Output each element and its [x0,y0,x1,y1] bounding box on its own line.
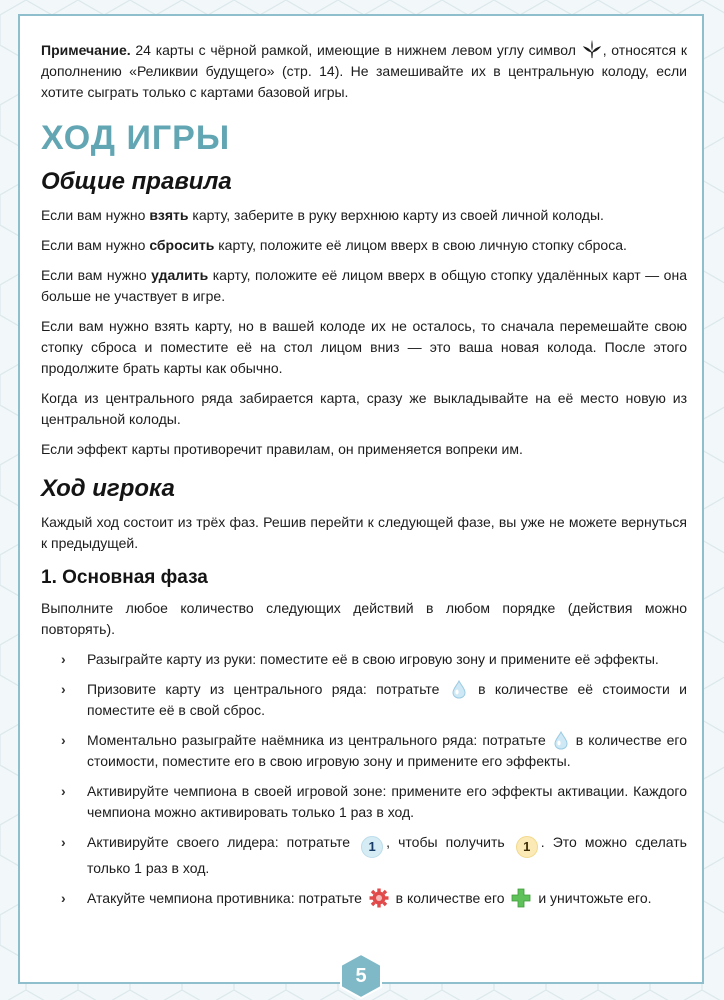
rule-draw-keyword: взять [149,207,189,223]
list-item [41,888,687,909]
rule-discard-keyword: сбросить [149,237,215,253]
action-leader-post: . Это можно сделать только 1 раз в ход. [87,834,687,876]
action-leader-mid: , чтобы получить [386,834,513,850]
page-number: 5 [355,965,367,987]
list-item [41,832,687,879]
page-content [41,38,687,918]
rule-empty-deck: Если вам нужно взять карту, но в вашей колоде их не осталось, то сначала перемешайте свою стопку сброса и поместите её на стол лицом вниз — это ваша новая колода. После этого продолжите брать карты как обычно. [41,318,687,376]
note-text-2: , относятся к дополнению «Реликвии будущего» (стр. 14). Не замешивайте их в центральную колоду, если хотите сыграть только с картами базовой игры. [41,42,687,100]
note-text-1: 24 карты с чёрной рамкой, имеющие в нижнем левом углу символ [130,42,581,58]
water-drop-icon [554,731,568,750]
page-number-badge [339,953,383,999]
main-phase-actions-list [41,649,687,909]
action-mercenary-pre: Моментально разыграйте наёмника из центрального ряда: потратьте [87,732,551,748]
list-item [41,679,687,721]
player-turn-heading: Ход игрока [41,475,175,502]
list-item [41,730,687,772]
action-summon-post: в количестве её стоимости и поместите её в свой сброс. [87,681,687,718]
rule-draw [41,205,687,226]
relic-symbol-icon [581,38,603,60]
bullet-icon: › [61,834,66,850]
action-attack-pre: Атакуйте чемпиона противника: потратьте [87,890,366,906]
main-phase-heading: 1. Основная фаза [41,567,208,588]
rule-remove-pre: Если вам нужно [41,267,152,283]
blue-token-icon: 1 [361,836,383,858]
bullet-icon: › [61,890,66,906]
list-item [41,649,687,670]
rule-discard-pre: Если вам нужно [41,237,150,253]
note-paragraph [41,38,687,103]
action-leader-pre: Активируйте своего лидера: потратьте [87,834,359,850]
bullet-icon: › [61,732,66,748]
rule-draw-post: карту, заберите в руку верхнюю карту из своей личной колоды. [188,207,604,223]
main-phase-intro: Выполните любое количество следующих действий в любом порядке (действия можно повторять). [41,600,687,637]
action-activate-champion: Активируйте чемпиона в своей игровой зоне: примените его эффекты активации. Каждого чемпиона можно активировать только 1 раз в ход. [87,783,687,820]
general-rules-heading: Общие правила [41,168,232,195]
water-drop-icon [452,680,466,699]
rule-discard [41,235,687,256]
red-gear-icon [369,888,389,908]
rule-remove [41,265,687,307]
bullet-icon: › [61,651,66,667]
action-play-card: Разыграйте карту из руки: поместите её в свою игровую зону и примените её эффекты. [87,651,659,667]
section-title: ХОД ИГРЫ [41,119,231,157]
action-attack-post: и уничтожьте его. [534,890,652,906]
list-item [41,781,687,823]
rule-card-effect: Если эффект карты противоречит правилам, он применяется вопреки им. [41,441,523,457]
page [20,16,702,982]
rule-discard-post: карту, положите её лицом вверх в свою личную стопку сброса. [214,237,627,253]
action-mercenary-post: в количестве его стоимости, поместите его в свою игровую зону и примените его эффекты. [87,732,687,769]
action-summon-pre: Призовите карту из центрального ряда: потратьте [87,681,449,697]
bullet-icon: › [61,783,66,799]
bullet-icon: › [61,681,66,697]
rule-remove-keyword: удалить [151,267,209,283]
note-label: Примечание. [41,42,131,58]
player-turn-intro: Каждый ход состоит из трёх фаз. Решив перейти к следующей фазе, вы уже не можете вернуться к предыдущей. [41,514,687,551]
rule-central-row: Когда из центрального ряда забирается карта, сразу же выкладывайте на её место новую из центральной колоды. [41,390,687,427]
action-attack-mid: в количестве его [391,890,509,906]
yellow-token-icon: 1 [516,836,538,858]
green-cross-icon [511,888,531,908]
rule-draw-pre: Если вам нужно [41,207,150,223]
rule-remove-post: карту, положите её лицом вверх в общую стопку удалённых карт — она больше не участвует в игре. [41,267,687,304]
